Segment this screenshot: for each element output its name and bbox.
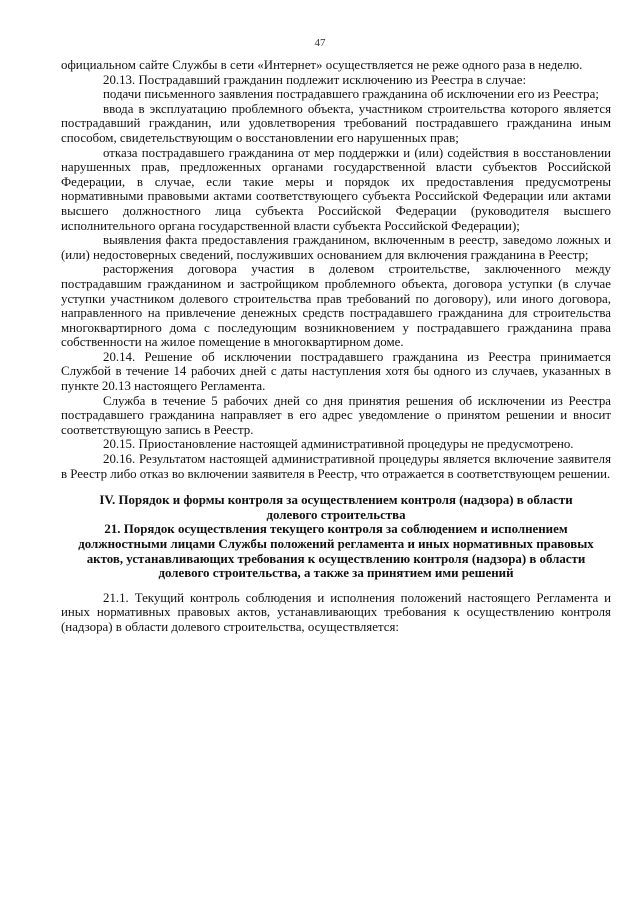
paragraph: расторжения договора участия в долевом строительстве, заключенного между пострадавшим гражданином и застройщиком проблемного объекта, договора уступки (в случае уступки участником долевого строительства прав требований по договору), или иного договора, направленного на привлечение денежных средств пострадавшего гражданина для строительства многоквартирного дома с последующим возникновением у пострадавшего гражданина права собственности на жилое помещение в многоквартирном доме. bbox=[61, 262, 611, 350]
paragraph: ввода в эксплуатацию проблемного объекта, участником строительства которого является пострадавший гражданин, или удовлетворения требований пострадавшего гражданина иным способом, свидетельствующим о восстановлении его нарушенных прав; bbox=[61, 101, 611, 145]
paragraph: 20.15. Приостановление настоящей административной процедуры не предусмотрено. bbox=[103, 437, 574, 452]
paragraph: выявления факта предоставления гражданином, включенным в реестр, заведомо ложных и (или) недостоверных сведений, послуживших основанием для включения гражданина в Реестр; bbox=[61, 233, 611, 262]
section-heading: IV. Порядок и формы контроля за осуществлением контроля (надзора) в области долевого строительства bbox=[99, 493, 573, 522]
paragraph: отказа пострадавшего гражданина от мер поддержки и (или) содействия в восстановлении нарушенных прав, предложенных органами государственной власти субъектов Российской Федерации, в случае, если такие меры и порядок их предоставления предусмотрены нормативными правовыми актами соответствующего субъекта Российской Федерации или актами высшего должностного лица субъекта Российской Федерации (руководителя высшего исполнительного органа государственной власти субъекта Российской Федерации); bbox=[61, 145, 611, 233]
subsection-heading: 21. Порядок осуществления текущего контроля за соблюдением и исполнением должностными лицами Службы положений регламента и иных нормативных правовых актов, устанавливающих требования к осуществлению контроля (надзора) в области долевого строительства, а также за принятием ими решений bbox=[78, 522, 594, 581]
paragraph: Служба в течение 5 рабочих дней со дня принятия решения об исключении из Реестра пострадавшего гражданина направляет в его адрес уведомление о принятом решении и вносит соответствующую запись в Реестр. bbox=[61, 393, 611, 437]
paragraph-group-bottom bbox=[61, 591, 611, 635]
paragraph: 20.14. Решение об исключении пострадавшего гражданина из Реестра принимается Службой в течение 14 рабочих дней с даты наступления хотя бы одного из случаев, указанных в пункте 20.13 настоящего Регламента. bbox=[61, 349, 611, 394]
page-content bbox=[61, 58, 611, 635]
paragraph: официальном сайте Службы в сети «Интернет» осуществляется не реже одного раза в неделю. bbox=[61, 58, 583, 72]
paragraph: 20.16. Результатом настоящей административной процедуры является включение заявителя в Реестр либо отказ во включении заявителя в Реестр, что отражается в соответствующем решении. bbox=[61, 452, 611, 481]
paragraph: подачи письменного заявления пострадавшего гражданина об исключении его из Реестра; bbox=[103, 87, 599, 102]
page-number: 47 bbox=[314, 37, 326, 49]
paragraph: 20.13. Пострадавший гражданин подлежит исключению из Реестра в случае: bbox=[103, 72, 527, 87]
paragraph-group-top bbox=[61, 58, 611, 481]
paragraph: 21.1. Текущий контроль соблюдения и исполнения положений настоящего Регламента и иных нормативных правовых актов, устанавливающих требования к осуществлению контроля (надзора) в области долевого строительства, осуществляется: bbox=[61, 590, 611, 634]
